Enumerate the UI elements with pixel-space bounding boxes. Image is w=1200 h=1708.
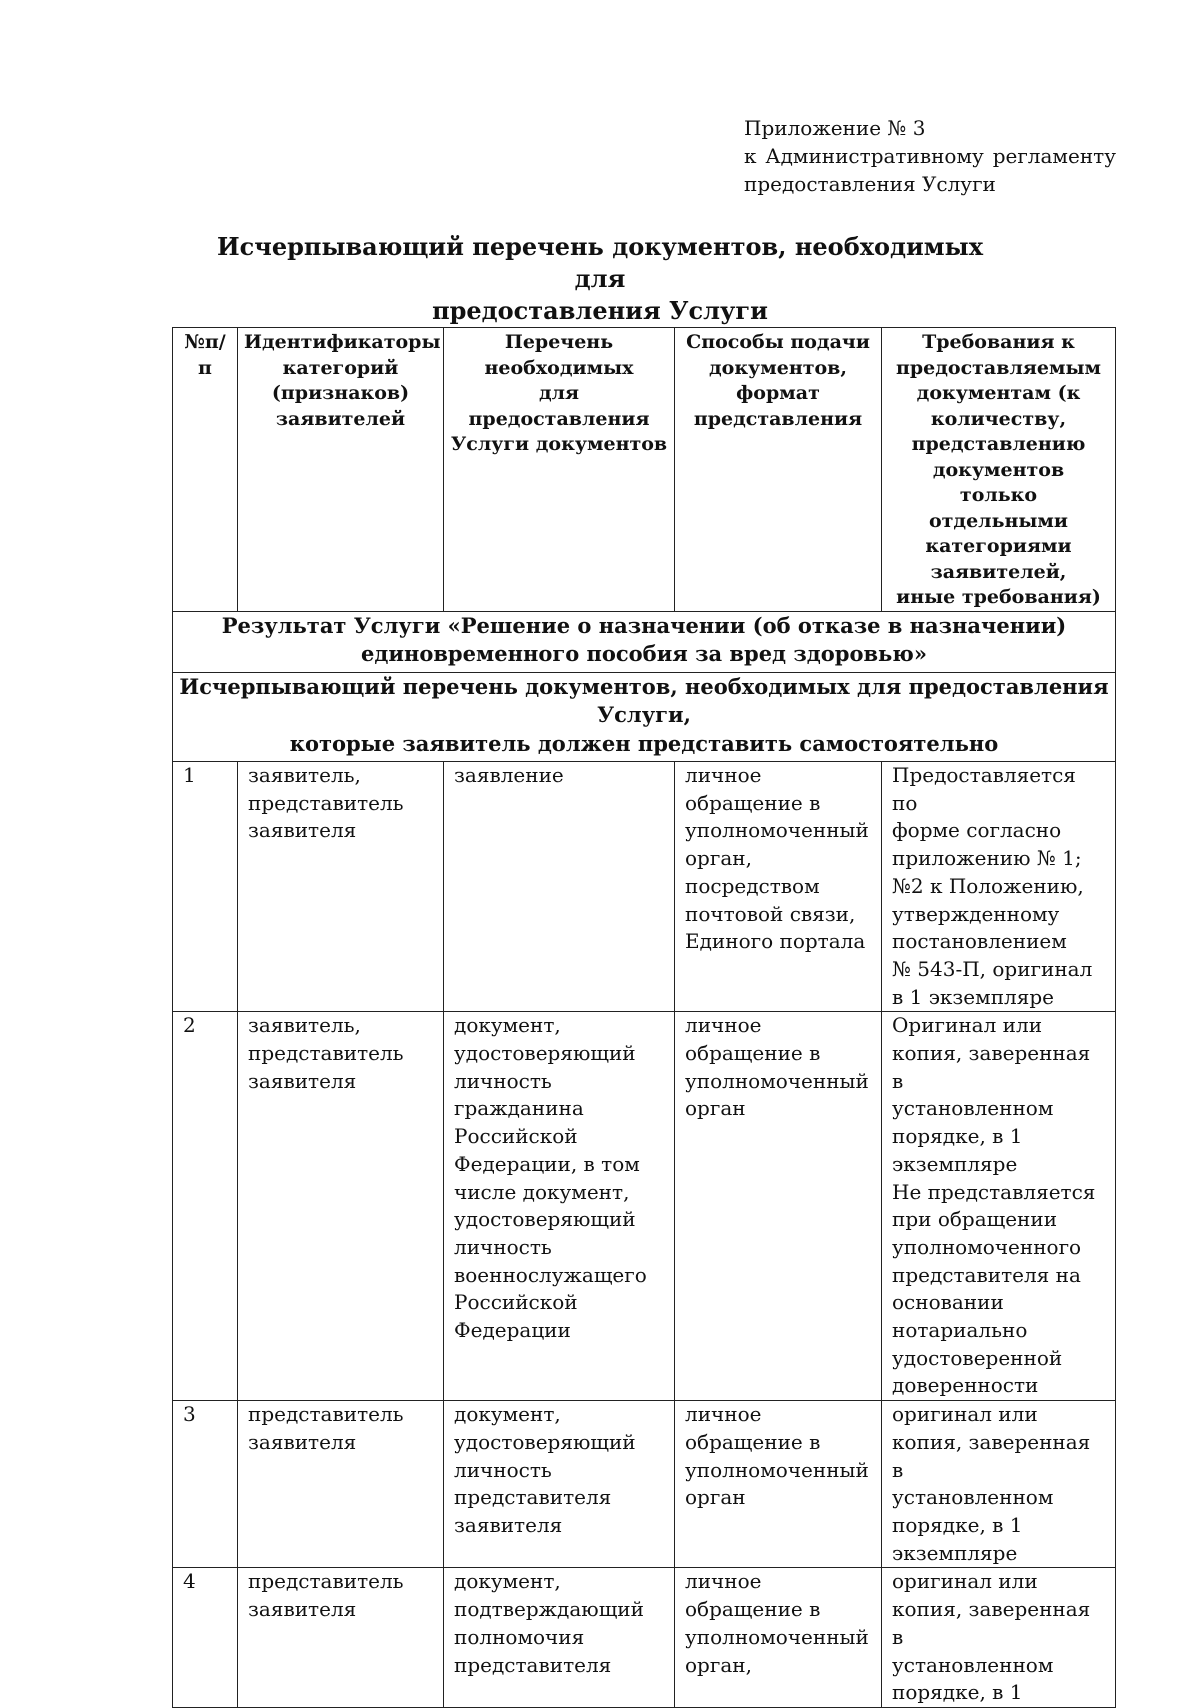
cell-line: почтовой связи,	[685, 901, 856, 926]
cell-line: копия, заверенная в	[892, 1429, 1091, 1482]
cell-line: Российской	[454, 1290, 578, 1315]
cell-line: Российской	[454, 1124, 578, 1149]
section-row-documents	[173, 672, 1116, 762]
cell-line: документ,	[454, 1569, 561, 1594]
cell-line: документам (к	[916, 382, 1081, 404]
cell-line: утвержденному	[892, 901, 1060, 926]
cell-line: порядке, в 1	[892, 1680, 1023, 1705]
cell-line: категорий	[282, 356, 399, 379]
cell-line: личное	[685, 1402, 762, 1427]
cell-line: представитель	[248, 1569, 404, 1594]
cell-line: для предоставления	[468, 382, 650, 430]
table-row	[173, 762, 1116, 1012]
row-number: 2	[173, 1012, 238, 1401]
row-applicant	[238, 1568, 444, 1708]
cell-line: орган	[685, 1096, 746, 1121]
row-applicant	[238, 1401, 444, 1568]
cell-line: формат	[736, 382, 820, 404]
section-row-result	[173, 611, 1116, 672]
header-number	[173, 328, 238, 612]
row-document	[444, 1568, 675, 1708]
cell-line: заявление	[454, 763, 564, 787]
cell-line: форме согласно	[892, 818, 1062, 843]
cell-line: (признаков)	[271, 382, 410, 404]
cell-line: заявителя	[248, 1597, 357, 1622]
cell-line: № 543-П, оригинал	[892, 956, 1093, 981]
cell-line: орган,	[685, 1652, 752, 1677]
cell-line: обращение в	[685, 1041, 821, 1066]
row-document	[444, 1012, 675, 1401]
cell-line: приложению № 1;	[892, 846, 1082, 871]
cell-line: удостоверяющий	[454, 1429, 636, 1454]
cell-line: иные требования)	[896, 586, 1101, 608]
row-method	[675, 1401, 882, 1568]
cell-line: заявителя	[248, 818, 357, 843]
cell-line: личное	[685, 763, 762, 787]
cell-line: представлению	[911, 433, 1086, 455]
cell-line: заявитель,	[248, 763, 361, 787]
cell-line: Услуги документов	[450, 433, 668, 455]
cell-line: представитель	[248, 1041, 404, 1066]
header-applicant-categories	[238, 328, 444, 612]
cell-line: военнослужащего	[454, 1262, 647, 1287]
cell-line: порядке, в 1	[892, 1124, 1023, 1149]
cell-line: документ,	[454, 1013, 561, 1038]
cell-line: уполномоченного	[892, 1234, 1082, 1259]
cell-line: Не представляется	[892, 1179, 1096, 1204]
cell-line: Перечень	[504, 331, 614, 353]
cell-line: уполномоченный	[685, 1457, 869, 1482]
cell-line: постановлением	[892, 929, 1067, 954]
cell-line: предоставляемым	[895, 356, 1102, 379]
cell-line: экземпляре	[892, 1151, 1018, 1176]
cell-line: орган,	[685, 846, 752, 871]
cell-line: Федерации, в том	[454, 1151, 640, 1176]
cell-line: порядке, в 1	[892, 1512, 1023, 1537]
cell-line: количеству,	[930, 407, 1067, 430]
cell-line: экземпляре	[892, 1540, 1018, 1565]
header-submission-methods	[675, 328, 882, 612]
table-row	[173, 1568, 1116, 1708]
cell-line: Оригинал или	[892, 1013, 1043, 1038]
cell-line: удостоверяющий	[454, 1207, 636, 1232]
cell-line: уполномоченный	[685, 1068, 869, 1093]
table-row	[173, 1012, 1116, 1401]
cell-line: только отдельными	[928, 484, 1069, 532]
cell-line: заявителей,	[930, 560, 1067, 583]
cell-line: обращение в	[685, 1429, 821, 1454]
row-method	[675, 1568, 882, 1708]
row-applicant	[238, 1012, 444, 1401]
cell-line: в 1 экземпляре	[892, 984, 1054, 1009]
cell-line: Исчерпывающий перечень документов, необходимых для предоставления Услуги,	[179, 673, 1109, 727]
cell-line: Предоставляется по	[892, 763, 1076, 815]
cell-line: доверенности	[892, 1373, 1039, 1398]
cell-line: оригинал или	[892, 1402, 1038, 1427]
title-line: предоставления Услуги	[432, 296, 768, 325]
cell-line: Единого портала	[685, 929, 866, 954]
row-requirements	[882, 1568, 1116, 1708]
appendix-line: к Административному регламенту	[744, 144, 1116, 168]
row-number: 1	[173, 762, 238, 1012]
cell-line: нотариально	[892, 1318, 1028, 1343]
row-applicant	[238, 762, 444, 1012]
cell-line: №п/	[184, 331, 226, 353]
cell-line: представителя	[454, 1652, 612, 1677]
cell-line: Результат Услуги «Решение о назначении (об отказе в назначении)	[221, 612, 1067, 638]
table-row	[173, 1401, 1116, 1568]
cell-line: числе документ,	[454, 1179, 630, 1204]
row-requirements	[882, 1401, 1116, 1568]
section-result-heading	[173, 611, 1116, 672]
appendix-line: Приложение № 3	[744, 116, 926, 140]
cell-line: п	[198, 356, 212, 379]
cell-line: подтверждающий	[454, 1597, 644, 1622]
section-documents-heading	[173, 672, 1116, 762]
cell-line: обращение в	[685, 790, 821, 815]
cell-line: заявитель,	[248, 1013, 361, 1038]
row-document	[444, 762, 675, 1012]
cell-line: уполномоченный	[685, 818, 869, 843]
row-document	[444, 1401, 675, 1568]
appendix-note	[744, 114, 1116, 198]
title-line: Исчерпывающий перечень документов, необходимых для	[216, 232, 984, 293]
row-requirements	[882, 762, 1116, 1012]
cell-line: представления	[693, 407, 863, 430]
header-requirements	[882, 328, 1116, 612]
header-documents-list	[444, 328, 675, 612]
cell-line: личное	[685, 1013, 762, 1038]
cell-line: обращение в	[685, 1597, 821, 1622]
cell-line: Идентификаторы	[244, 331, 441, 353]
row-number: 3	[173, 1401, 238, 1568]
cell-line: при обращении	[892, 1207, 1058, 1232]
cell-line: представитель	[248, 1402, 404, 1427]
cell-line: копия, заверенная в	[892, 1041, 1091, 1093]
row-number: 4	[173, 1568, 238, 1708]
cell-line: гражданина	[454, 1096, 584, 1121]
cell-line: основании	[892, 1290, 1004, 1315]
cell-line: категориями	[925, 535, 1072, 557]
cell-line: личность	[454, 1457, 552, 1482]
cell-line: Способы подачи	[686, 331, 870, 353]
row-requirements	[882, 1012, 1116, 1401]
cell-line: личность	[454, 1234, 552, 1259]
cell-line: №2 к Положению,	[892, 873, 1084, 898]
document-title	[200, 231, 1000, 327]
cell-line: удостоверяющий	[454, 1041, 636, 1066]
cell-line: документ,	[454, 1402, 561, 1427]
cell-line: заявителя	[248, 1068, 357, 1093]
cell-line: необходимых	[484, 356, 634, 379]
cell-line: копия, заверенная в	[892, 1597, 1091, 1649]
cell-line: установленном	[892, 1096, 1054, 1121]
row-method	[675, 762, 882, 1012]
cell-line: уполномоченный	[685, 1624, 869, 1649]
cell-line: установленном	[892, 1485, 1054, 1510]
cell-line: оригинал или	[892, 1569, 1038, 1594]
cell-line: удостоверенной	[892, 1345, 1063, 1370]
cell-line: заявителя	[454, 1512, 563, 1537]
cell-line: Федерации	[454, 1318, 571, 1343]
table-header-row	[173, 328, 1116, 612]
cell-line: которые заявитель должен представить самостоятельно	[289, 730, 999, 756]
cell-line: единовременного пособия за вред здоровью»	[361, 641, 927, 666]
cell-line: заявителя	[248, 1429, 357, 1454]
cell-line: посредством	[685, 873, 820, 898]
row-method	[675, 1012, 882, 1401]
cell-line: представителя на	[892, 1262, 1081, 1287]
cell-line: документов	[932, 458, 1065, 481]
cell-line: заявителей	[275, 407, 406, 430]
appendix-line: предоставления Услуги	[744, 172, 996, 196]
cell-line: орган	[685, 1485, 746, 1510]
cell-line: документов,	[709, 356, 847, 379]
cell-line: личность	[454, 1068, 552, 1093]
documents-table	[172, 327, 1116, 1708]
cell-line: личное	[685, 1569, 762, 1594]
cell-line: представитель	[248, 790, 404, 815]
cell-line: установленном	[892, 1652, 1054, 1677]
cell-line: полномочия	[454, 1624, 585, 1649]
cell-line: Требования к	[922, 331, 1075, 353]
cell-line: представителя	[454, 1485, 612, 1510]
